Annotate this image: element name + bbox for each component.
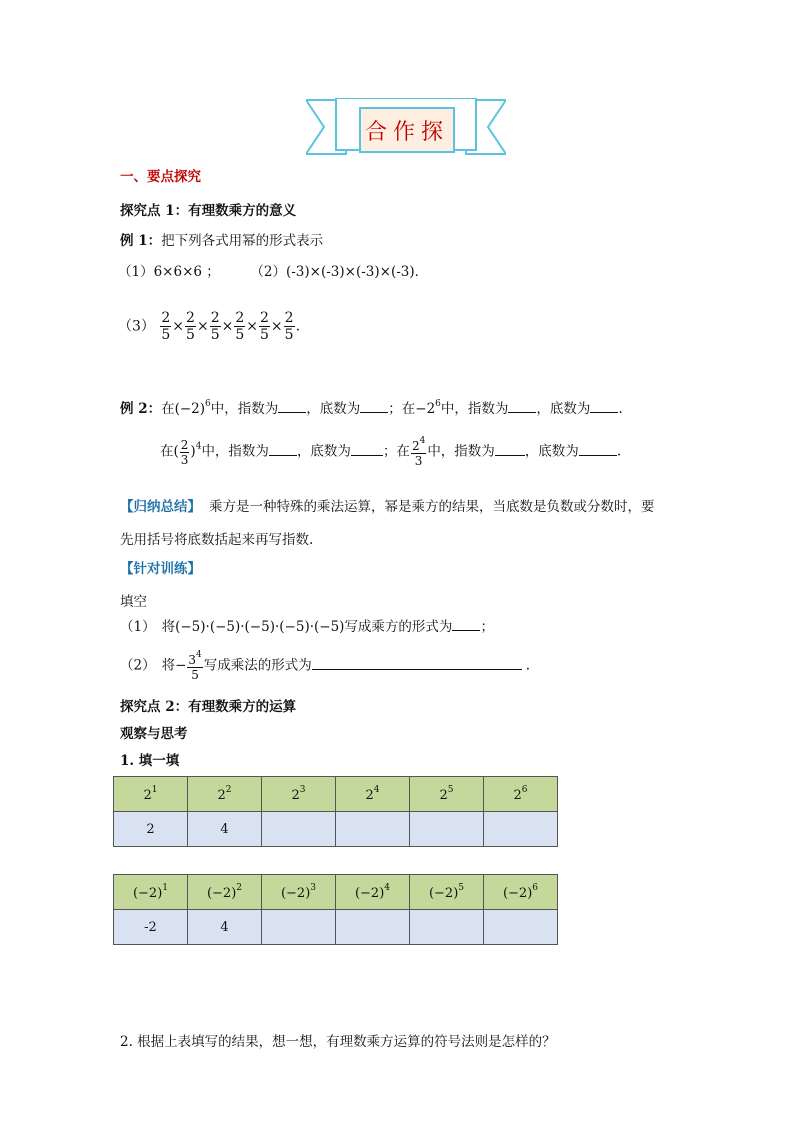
answer-blank[interactable] <box>495 443 525 456</box>
table-header-cell: $2^3$ <box>262 777 336 812</box>
task1-label: 1. 填一填 <box>120 753 180 769</box>
table-header-cell: $2^1$ <box>114 777 188 812</box>
item2-number: （2） <box>250 264 286 280</box>
item1-number: （1） <box>118 264 154 280</box>
product-expression: (−5)·(−5)·(−5)·(−5)·(−5) <box>175 619 345 635</box>
summary-line1: 【归纳总结】 乘方是一种特殊的乘法运算，幂是乘方的结果，当底数是负数或分数时，要 <box>120 499 655 515</box>
table-header-cell: $(-2)^1$ <box>114 875 188 910</box>
times-sign: × <box>270 318 283 335</box>
item3-number: （3） <box>118 318 155 335</box>
table-value-cell[interactable] <box>336 910 410 945</box>
table-value-cell: 4 <box>188 910 262 945</box>
answer-blank[interactable] <box>278 400 306 413</box>
times-sign: × <box>172 318 185 335</box>
answer-blank[interactable] <box>269 443 297 456</box>
times-sign: × <box>246 318 258 335</box>
table-header-cell: $(-2)^3$ <box>262 875 336 910</box>
example1-label: 例 1： <box>120 233 162 249</box>
fraction: $\frac{2}{5}$ <box>235 310 245 343</box>
example2-line2: 在( $\frac{2}{3}$ )$^4$中，指数为 ，底数为 ；在 $\frac{2^4}{3}$ 中，指数为 ，底数为 . <box>160 436 622 468</box>
table-header-cell: $(-2)^5$ <box>410 875 484 910</box>
banner-title: 合作探 <box>364 119 449 145</box>
summary-line2: 先用括号将底数括起来再写指数. <box>120 532 314 548</box>
period: . <box>295 318 301 335</box>
answer-blank[interactable] <box>579 443 617 456</box>
example1-item3 <box>118 310 300 343</box>
table-header-cell: $2^6$ <box>484 777 558 812</box>
fraction: $\frac{2}{5}$ <box>284 310 294 343</box>
fraction: $\frac{2}{5}$ <box>260 310 269 343</box>
example1-prompt <box>120 229 323 249</box>
fraction: $\frac{2}{5}$ <box>161 310 171 343</box>
table-value-cell[interactable] <box>336 812 410 847</box>
answer-blank[interactable] <box>360 400 388 413</box>
times-sign: × <box>221 318 234 335</box>
summary-label: 【归纳总结】 <box>120 499 201 515</box>
power-expression: $-2^6$ <box>415 399 441 417</box>
fraction: $\frac{2}{3}$ <box>180 437 189 467</box>
training-question-2: （2） 将− $\frac{3^4}{5}$ 写成乘法的形式为 . <box>120 650 531 682</box>
training-question-1: （1） 将(−5)·(−5)·(−5)·(−5)·(−5)写成乘方的形式为 ； <box>120 619 494 635</box>
example1-items <box>118 260 428 280</box>
power-expression: $(-2)^6$ <box>174 399 211 417</box>
example1-text: 把下列各式用幂的形式表示 <box>161 233 324 249</box>
fill-in-heading: 填空 <box>120 594 147 610</box>
example2-label: 例 2： <box>120 401 162 417</box>
table-value-cell[interactable] <box>410 812 484 847</box>
answer-blank[interactable] <box>590 400 618 413</box>
table-value-cell[interactable] <box>484 812 558 847</box>
powers-of-neg2-table <box>113 874 558 945</box>
answer-blank[interactable] <box>351 443 383 456</box>
observe-heading: 观察与思考 <box>120 726 188 742</box>
item2-expression: (-3)×(-3)×(-3)×(-3)． <box>285 264 429 280</box>
point1-heading: 探究点 1：有理数乘方的意义 <box>120 203 297 219</box>
fraction: $\frac{2^4}{3}$ <box>411 436 426 468</box>
training-label: 【针对训练】 <box>120 561 201 577</box>
times-sign: × <box>196 318 209 335</box>
answer-blank[interactable] <box>452 618 480 631</box>
table-header-cell: $2^4$ <box>336 777 410 812</box>
section-heading: 一、要点探究 <box>120 169 201 185</box>
fraction: $\frac{2}{5}$ <box>210 310 220 343</box>
table-header-cell: $2^2$ <box>188 777 262 812</box>
answer-blank[interactable] <box>508 400 536 413</box>
task2-question: 2. 根据上表填写的结果，想一想，有理数乘方运算的符号法则是怎样的？ <box>120 1034 556 1050</box>
table-value-cell: -2 <box>114 910 188 945</box>
table-value-cell[interactable] <box>410 910 484 945</box>
table-header-cell: $(-2)^4$ <box>336 875 410 910</box>
answer-blank[interactable] <box>312 657 522 670</box>
table-value-cell: 4 <box>188 812 262 847</box>
fraction: $\frac{3^4}{5}$ <box>188 650 202 682</box>
table-value-cell[interactable] <box>262 910 336 945</box>
fraction: $\frac{2}{5}$ <box>186 310 195 343</box>
table-header-cell: $2^5$ <box>410 777 484 812</box>
point2-heading: 探究点 2：有理数乘方的运算 <box>120 699 297 715</box>
table-header-cell: $(-2)^6$ <box>484 875 558 910</box>
item1-expression: 6×6×6 ； <box>153 264 220 280</box>
table-value-cell[interactable] <box>262 812 336 847</box>
powers-of-2-table <box>113 776 558 847</box>
table-value-cell[interactable] <box>484 910 558 945</box>
table-header-cell: $(-2)^2$ <box>188 875 262 910</box>
example2-line1: 例 2：在$(-2)^6$中，指数为 ，底数为 ；在$-2^6$中，指数为 ，底数为 . <box>120 399 623 417</box>
table-value-cell: 2 <box>114 812 188 847</box>
